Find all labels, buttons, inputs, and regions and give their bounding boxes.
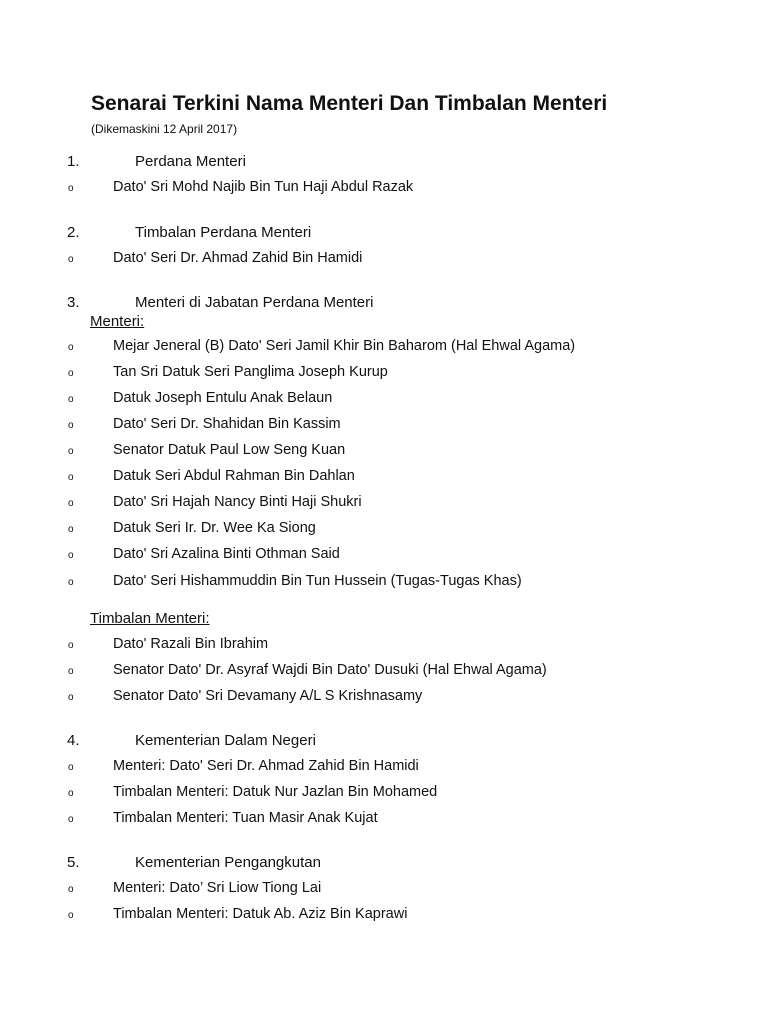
bullet-marker: o — [68, 762, 74, 773]
list-item: Dato' Seri Dr. Ahmad Zahid Bin Hamidi — [113, 250, 363, 266]
list-item: Menteri: Dato’ Sri Liow Tiong Lai — [113, 880, 322, 896]
list-item: Dato' Sri Hajah Nancy Binti Haji Shukri — [113, 494, 362, 510]
bullet-marker: o — [68, 640, 74, 651]
list-item: Senator Datuk Paul Low Seng Kuan — [113, 442, 346, 458]
list-item: Datuk Seri Ir. Dr. Wee Ka Siong — [113, 520, 316, 536]
bullet-marker: o — [68, 577, 74, 588]
section-number: 1. — [67, 153, 80, 170]
list-item: Senator Dato' Dr. Asyraf Wajdi Bin Dato' Dusuki (Hal Ehwal Agama) — [113, 662, 547, 678]
menteri-subheading: Menteri: — [90, 313, 145, 330]
timbalan-subheading: Timbalan Menteri: — [90, 610, 210, 627]
section-heading: Kementerian Pengangkutan — [135, 854, 321, 871]
list-item: Dato' Razali Bin Ibrahim — [113, 636, 269, 652]
bullet-marker: o — [68, 446, 74, 457]
bullet-marker: o — [68, 183, 74, 194]
list-item: Timbalan Menteri: Tuan Masir Anak Kujat — [113, 810, 378, 826]
bullet-marker: o — [68, 910, 74, 921]
list-item: Timbalan Menteri: Datuk Ab. Aziz Bin Kaprawi — [113, 906, 408, 922]
list-item: Dato' Sri Mohd Najib Bin Tun Haji Abdul Razak — [113, 179, 414, 195]
list-item: Tan Sri Datuk Seri Panglima Joseph Kurup — [113, 364, 388, 380]
bullet-marker: o — [68, 666, 74, 677]
section-heading: Kementerian Dalam Negeri — [135, 732, 316, 749]
page-title: Senarai Terkini Nama Menteri Dan Timbalan Menteri — [91, 92, 608, 115]
page-subtitle: (Dikemaskini 12 April 2017) — [91, 122, 238, 136]
bullet-marker: o — [68, 884, 74, 895]
bullet-marker: o — [68, 524, 74, 535]
bullet-marker: o — [68, 394, 74, 405]
section-heading: Menteri di Jabatan Perdana Menteri — [135, 294, 374, 311]
section-number: 5. — [67, 854, 80, 871]
list-item: Timbalan Menteri: Datuk Nur Jazlan Bin Mohamed — [113, 784, 438, 800]
list-item: Menteri: Dato' Seri Dr. Ahmad Zahid Bin Hamidi — [113, 758, 419, 774]
bullet-marker: o — [68, 550, 74, 561]
section-number: 2. — [67, 224, 80, 241]
section-heading: Perdana Menteri — [135, 153, 246, 170]
bullet-marker: o — [68, 420, 74, 431]
list-item: Dato' Sri Azalina Binti Othman Said — [113, 546, 340, 562]
list-item: Mejar Jeneral (B) Dato' Seri Jamil Khir Bin Baharom (Hal Ehwal Agama) — [113, 338, 576, 354]
list-item: Dato' Seri Hishammuddin Bin Tun Hussein (Tugas-Tugas Khas) — [113, 573, 522, 589]
list-item: Datuk Joseph Entulu Anak Belaun — [113, 390, 333, 406]
list-item: Datuk Seri Abdul Rahman Bin Dahlan — [113, 468, 355, 484]
bullet-marker: o — [68, 472, 74, 483]
bullet-marker: o — [68, 368, 74, 379]
bullet-marker: o — [68, 498, 74, 509]
section-number: 3. — [67, 294, 80, 311]
section-heading: Timbalan Perdana Menteri — [135, 224, 312, 241]
bullet-marker: o — [68, 788, 74, 799]
list-item: Senator Dato' Sri Devamany A/L S Krishnasamy — [113, 688, 423, 704]
section-number: 4. — [67, 732, 80, 749]
bullet-marker: o — [68, 692, 74, 703]
bullet-marker: o — [68, 814, 74, 825]
list-item: Dato' Seri Dr. Shahidan Bin Kassim — [113, 416, 341, 432]
bullet-marker: o — [68, 254, 74, 265]
bullet-marker: o — [68, 342, 74, 353]
